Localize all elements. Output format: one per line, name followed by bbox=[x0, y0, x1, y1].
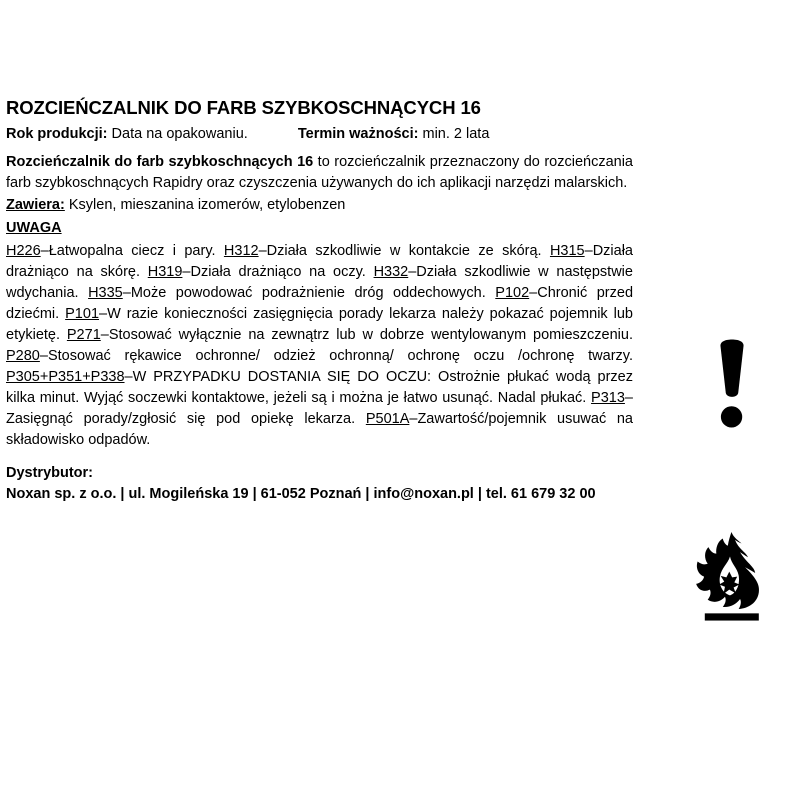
production-date-value: Data na opakowaniu. bbox=[111, 126, 248, 142]
warning-heading-text: UWAGA bbox=[6, 220, 62, 236]
statement-code: H315 bbox=[549, 243, 585, 259]
exclamation-mark-hazard-icon bbox=[716, 336, 748, 432]
contains-label: Zawiera: bbox=[6, 197, 65, 213]
statement-code: P101 bbox=[65, 306, 100, 322]
hazard-statements: H226–Łatwopalna ciecz i pary. H312–Działa szkodliwie w kontakcie ze skórą. H315–Działa drażniąco na skórę. H319–Działa drażniąco na oczy. H332–Działa szkodliwie w następstwie wdychania. H335–Może powodować podrażnienie dróg oddechowych. P102–Chronić przed dziećmi. P101–W razie konieczności zasięgnięcia porady lekarza należy pokazać pojemnik lub etykietę. P271–Stosować wyłącznie na zewnątrz lub w dobrze wentylowanym pomieszczeniu. P280–Stosować rękawice ochronne/ odzież ochronną/ ochronę oczu /ochronę twarzy. P305+P351+P338–W PRZYPADKU DOSTANIA SIĘ DO OCZU: Ostrożnie płukać wodą przez kilka minut. Wyjąć soczewki kontaktowe, jeżeli są i można je łatwo usunąć. Nadal płukać. P313–Zasięgnąć porady/zgłosić się pod opiekę lekarza. P501A–Zawartość/pojemnik usuwać na składowisko odpadów. bbox=[6, 243, 634, 448]
statement-code: P280 bbox=[6, 348, 40, 364]
label-content bbox=[6, 0, 633, 505]
product-description-text: to rozcieńczalnik przeznaczony do rozcieńczania farb szybkoschnących Rapidry oraz czyszczenia używanych do ich aplikacji narzędzi malarskich. bbox=[6, 154, 633, 191]
expiry-label: Termin ważności: bbox=[297, 126, 419, 142]
flame-hazard-icon bbox=[694, 531, 766, 623]
contains-line bbox=[6, 195, 633, 216]
statement-code: P271 bbox=[66, 327, 101, 343]
expiry-value: min. 2 lata bbox=[422, 126, 490, 142]
statement-code: P501A bbox=[365, 411, 410, 427]
distributor-info: Noxan sp. z o.o. | ul. Mogileńska 19 | 61-052 Poznań | info@noxan.pl | tel. 61 679 32 00 bbox=[6, 486, 596, 502]
statement-code: H319 bbox=[147, 264, 183, 280]
product-name-bold: Rozcieńczalnik do farb szybkoschnących 16 bbox=[6, 154, 314, 170]
production-date-label: Rok produkcji: bbox=[6, 126, 108, 142]
statement-code: P305+P351+P338 bbox=[6, 369, 125, 385]
statement-code: H332 bbox=[373, 264, 409, 280]
statement-code: H226 bbox=[6, 243, 41, 259]
page-title: ROZCIEŃCZALNIK DO FARB SZYBKOSCHNĄCYCH 16 bbox=[6, 97, 481, 118]
product-description bbox=[6, 152, 633, 194]
contains-value: Ksylen, mieszanina izomerów, etylobenzen bbox=[64, 197, 346, 213]
statement-code: H335 bbox=[88, 285, 123, 301]
warning-heading bbox=[6, 218, 633, 239]
statement-code: P102 bbox=[495, 285, 530, 301]
statement-code: H312 bbox=[223, 243, 259, 259]
meta-line bbox=[6, 124, 633, 145]
distributor-heading: Dystrybutor: bbox=[6, 465, 94, 481]
statement-code: P313 bbox=[591, 390, 625, 406]
